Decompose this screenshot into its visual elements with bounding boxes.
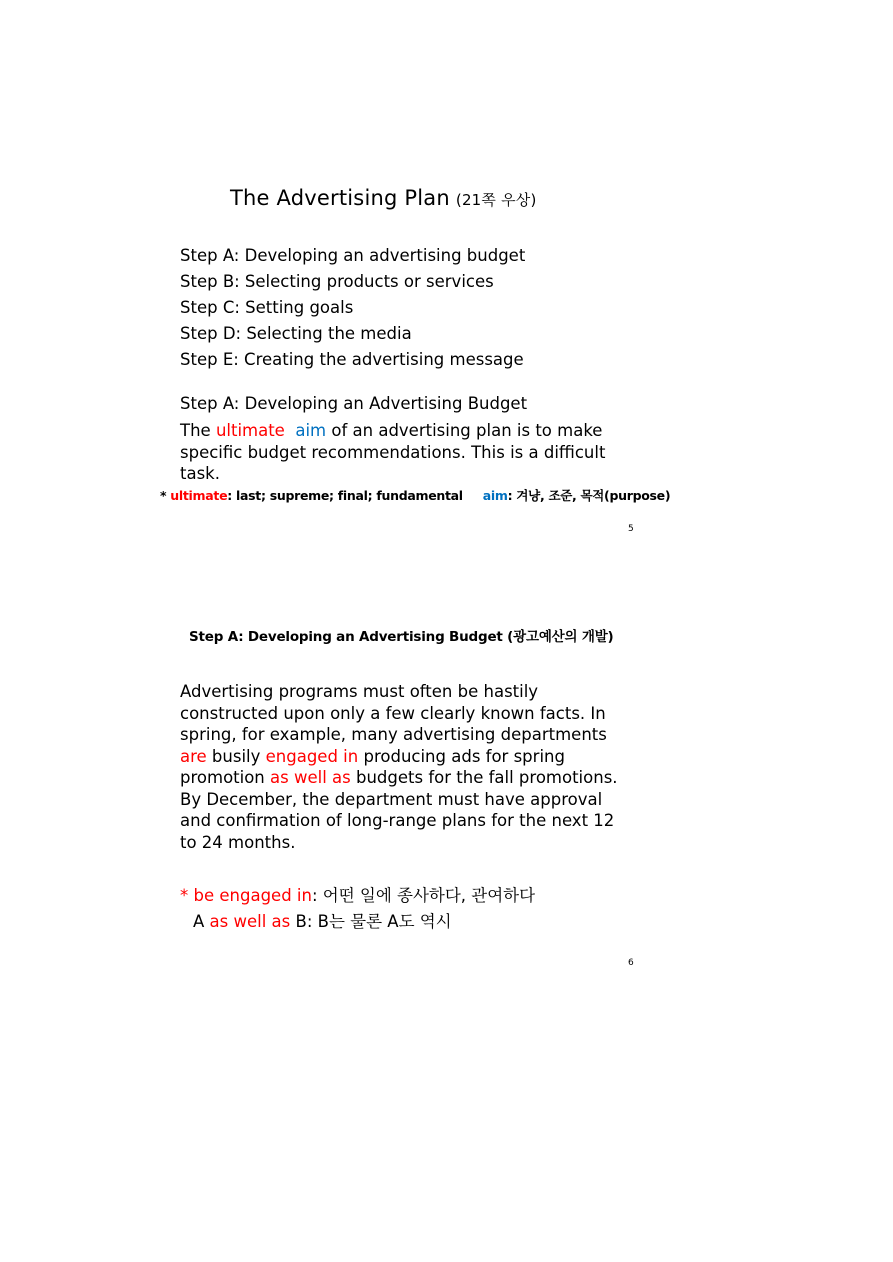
slide5-gloss: * ultimate: last; supreme; final; fundamental aim: 겨냥, 조준, 목적(purpose) (160, 488, 671, 503)
slide5-title: The Advertising Plan (21쪽 우상) (230, 186, 537, 210)
note-be-engaged-in: * be engaged in: 어떤 일에 종사하다, 관여하다 (180, 886, 536, 905)
slide6-notes (180, 883, 535, 935)
slide6-para-line4: are busily engaged in producing ads for spring (180, 746, 565, 766)
slide6-para-line3: spring, for example, many advertising departments (180, 725, 607, 744)
slide6-para-line2: constructed upon only a few clearly known facts. In (180, 703, 606, 723)
slide6-para-line8: to 24 months. (180, 832, 296, 852)
slide5-para-line3: task. (180, 464, 220, 483)
page-number-5: 5 (628, 524, 634, 534)
slide6-title: Step A: Developing an Advertising Budget (광고예산의 개발) (189, 629, 614, 645)
slide6-para-line6: By December, the department must have approval (180, 789, 603, 809)
slide5-title-note: (21쪽 우상) (455, 191, 537, 209)
note-as-well-as: A as well as B: B는 물론 A도 역시 (193, 912, 452, 931)
slide5-paragraph (180, 420, 605, 485)
slide5-subheading: Step A: Developing an Advertising Budget (180, 394, 528, 413)
page-number-6: 6 (628, 958, 634, 968)
step-a: Step A: Developing an advertising budget (180, 246, 526, 265)
slide6-para-line5: promotion as well as budgets for the fall promotions. (180, 768, 618, 787)
slide6-paragraph (180, 681, 618, 853)
step-b: Step B: Selecting products or services (180, 272, 494, 291)
step-c: Step C: Setting goals (180, 298, 354, 317)
aim-highlight: aim (295, 421, 327, 440)
slide6-para-line1: Advertising programs must often be hastily (180, 682, 539, 701)
step-e: Step E: Creating the advertising message (180, 350, 524, 369)
slide6-para-line7: and confirmation of long-range plans for the next 12 (180, 811, 615, 830)
ultimate-highlight: ultimate (215, 421, 285, 440)
step-d: Step D: Selecting the media (180, 324, 412, 343)
slide5-para-line2: specific budget recommendations. This is a difficult (180, 442, 606, 462)
slide5-para-line1: The ultimate aim of an advertising plan is to make (180, 421, 603, 440)
